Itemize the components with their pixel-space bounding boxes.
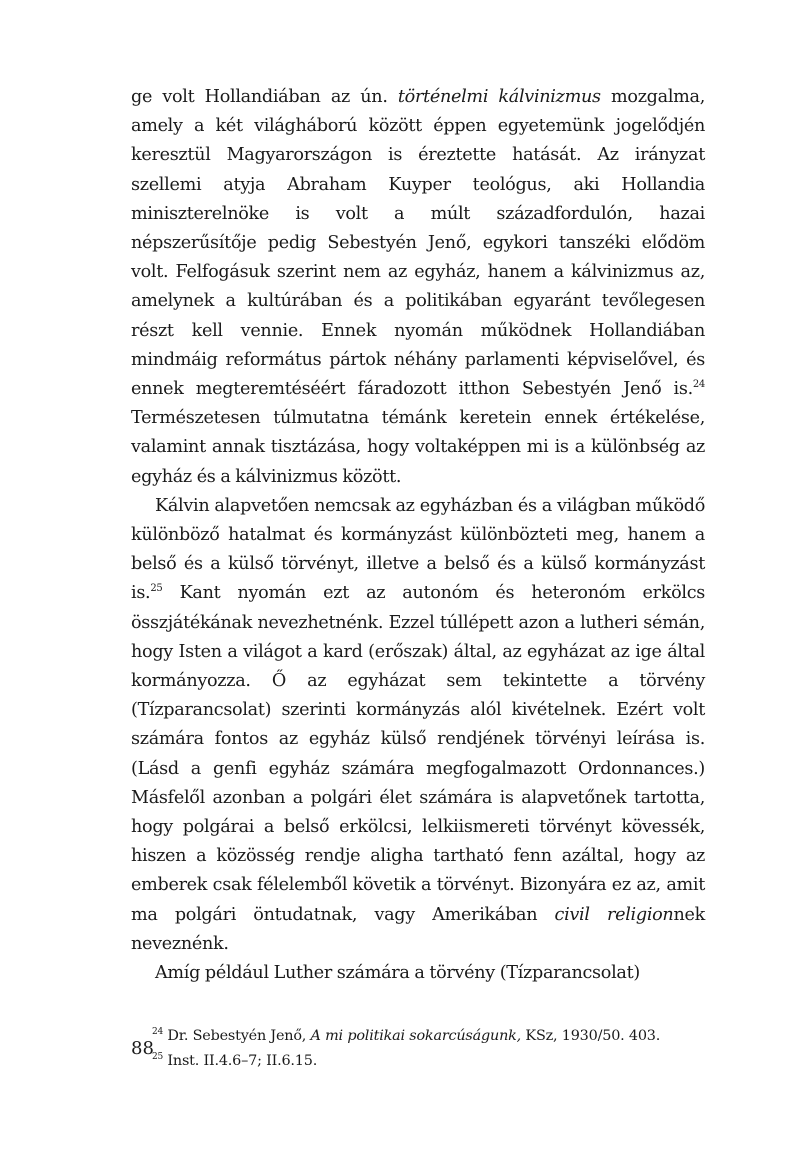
paragraph-1 [131,83,705,492]
paragraph-3 [131,959,705,988]
body-text [131,83,705,988]
text-run: Természetesen túlmutatna témánk keretein ennek értékelése, valamint annak tisztázása, hogy voltaképpen mi is a különbség az egyház és a kálvinizmus között. [131,408,705,487]
footnote-ref: 25 [152,1052,164,1063]
page-content [131,83,705,1074]
footnote-25 [152,1049,705,1074]
footnote-24 [152,1024,705,1049]
text-run: Dr. Sebestyén Jenő, [163,1028,311,1045]
footnote-ref: 24 [152,1027,164,1038]
footnotes [131,1024,705,1074]
text-run: Amíg például Luther számára a törvény (Tízparancsolat) [155,963,640,984]
text-run: nek neveznénk. [131,904,705,954]
text-run: ge volt Hollandiában az ún. [131,87,398,107]
text-run: Kant nyomán ezt az autonóm és heteronóm erkölcs összjátékának nevezhetnénk. Ezzel túllépett azon a lutheri sémán, hogy Isten a világot a kard (erőszak) által, az egyházat az ige által kormányozza. Ő az egyházat sem tekintette a törvény (Tízparancsolat) szerinti kormányzás alól kivételnek. Ezért volt számára fontos az egyház külső rendjének törvényi leírása is. (Lásd a genfi egyház számára megfogalmazott Ordonnances.) Másfelől azonban a polgári élet számára is alapvetőnek tartotta, hogy polgárai a belső erkölcsi, lelkiismereti törvényt kövessék, hiszen a közösség rendje aligha tartható fenn azáltal, hogy az emberek csak félelemből követik a törvényt. Bizonyára ez az, amit ma polgári öntudatnak, vagy Amerikában [131,583,705,925]
italic-text: civil religion [554,904,674,925]
footnote-ref: 24 [692,379,705,391]
italic-text: A mi politikai sokarcúságunk, [310,1028,522,1045]
paragraph-2 [131,492,705,959]
text-run: KSz, 1930/50. 403. [521,1028,661,1045]
page-number: 88 [131,1038,154,1059]
text-run: Inst. II.4.6–7; II.6.15. [163,1053,318,1070]
text-run: mozgalma, amely a két világháború között éppen egyetemünk jogelődjén keresztül Magyarországon is éreztette hatását. Az irányzat szellemi atyja Abraham Kuyper teológus, aki Hollandia miniszterelnöke is volt a múlt századfordulón, hazai népszerűsítője pedig Sebestyén Jenő, egykori tanszéki elődöm volt. Felfogásuk szerint nem az egyház, hanem a kálvinizmus az, amelynek a kultúrában és a politikában egyaránt tevőlegesen részt kell vennie. Ennek nyomán működnek Hollandiában mindmáig református pártok néhány parlamenti képviselővel, és ennek megteremtéséért fáradozott itthon Sebestyén Jenő is. [131,87,706,400]
text-run: Kálvin alapvetően nemcsak az egyházban és a világban működő különböző hatalmat és kormányzást különbözteti meg, hanem a belső és a külső törvényt, illetve a belső és a külső kormányzást is. [131,495,705,604]
italic-text: történelmi kálvinizmus [397,87,601,107]
footnote-ref: 25 [150,583,163,595]
